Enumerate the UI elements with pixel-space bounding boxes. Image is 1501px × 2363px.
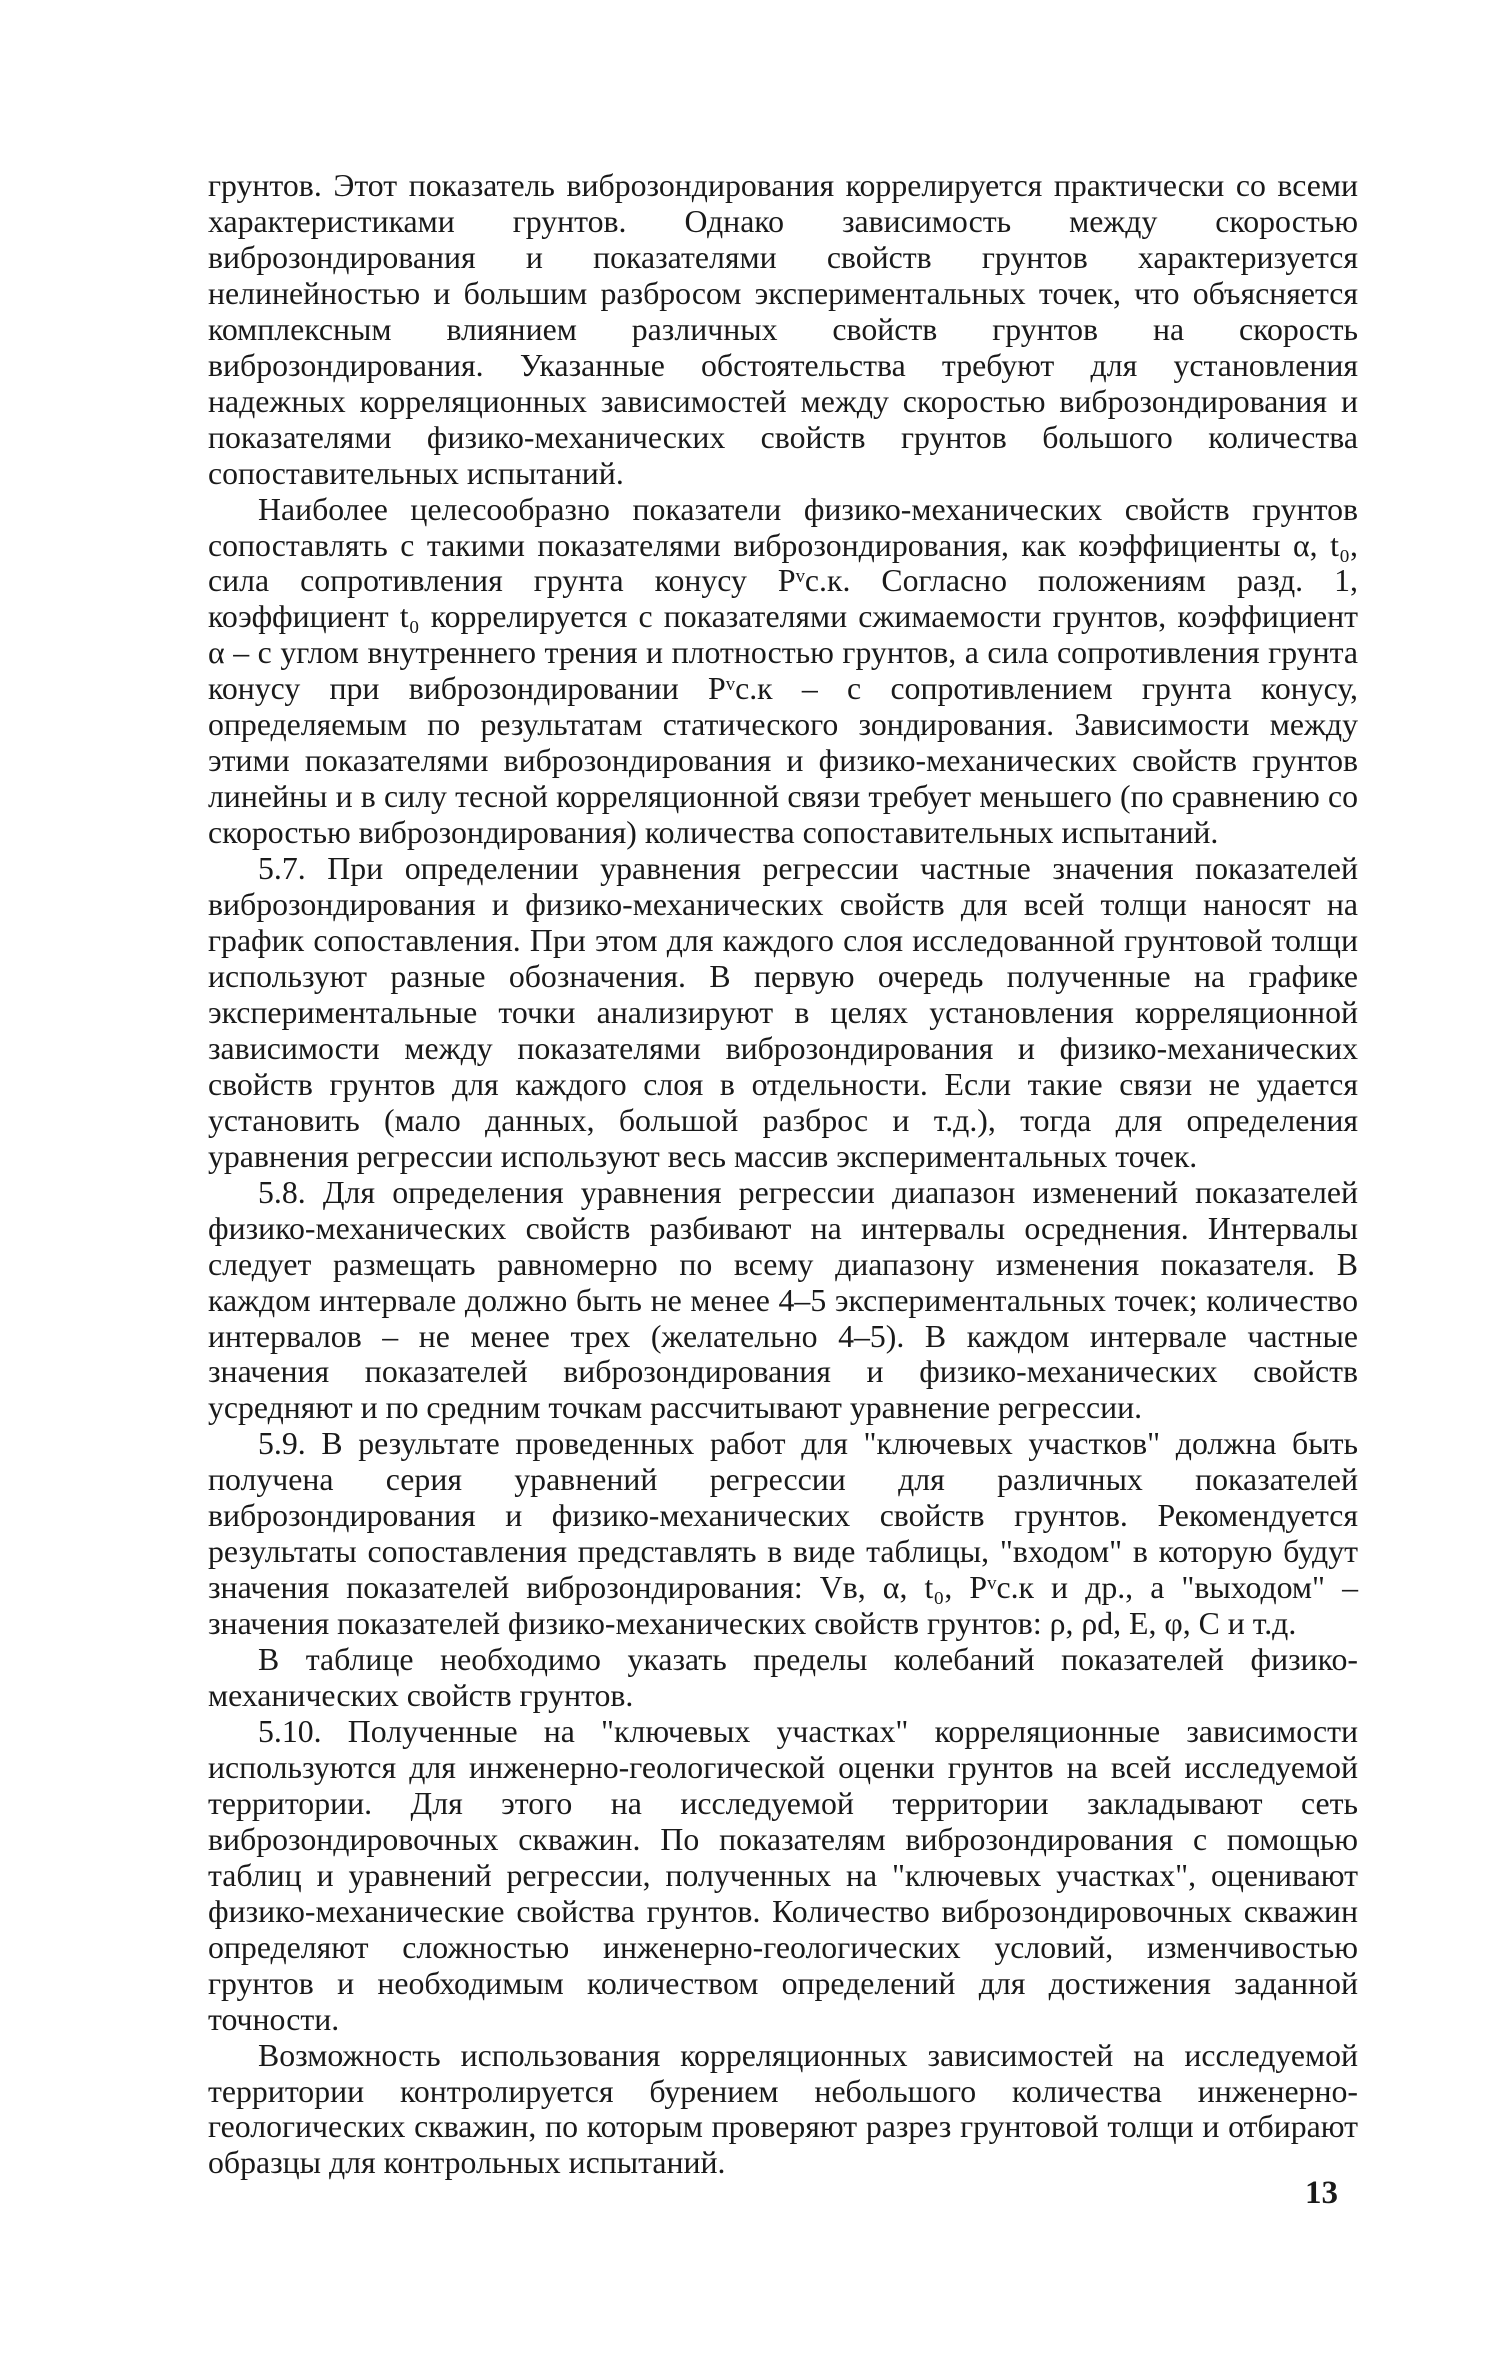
paragraph-control: Возможность использования корреляционных зависимостей на исследуемой территории контролируется бурением небольшого количества инженерно-геологических скважин, по которым проверяют разрез грунтовой толщи и отбирают образцы для контрольных испытаний.: [208, 2037, 1358, 2181]
page-number: 13: [1305, 2175, 1338, 2211]
paragraph-5-8: 5.8. Для определения уравнения регрессии диапазон изменений показателей физико-механических свойств разбивают на интервалы осреднения. Интервалы следует размещать равномерно по всему диапазону изменения показателя. В каждом интервале должно быть не менее 4–5 экспериментальных точек; количество интервалов – не менее трех (желательно 4–5). В каждом интервале частные значения показателей виброзондирования и физико-механических свойств усредняют и по средним точкам рассчитывают уравнение регрессии.: [208, 1174, 1358, 1426]
paragraph-indicators: Наиболее целесообразно показатели физико-механических свойств грунтов сопоставлять с такими показателями виброзондирования, как коэффициенты α, t₀, сила сопротивления грунта конусу Pᵛс.к. Согласно положениям разд. 1, коэффициент t₀ коррелируется с показателями сжимаемости грунтов, коэффициент α – с углом внутреннего трения и плотностью грунтов, а сила сопротивления грунта конусу при виброзондировании Pᵛс.к – с сопротивлением грунта конусу, определяемым по результатам статического зондирования. Зависимости между этими показателями виброзондирования и физико-механических свойств грунтов линейны и в силу тесной корреляционной связи требует меньшего (по сравнению со скоростью виброзондирования) количества сопоставительных испытаний.: [208, 491, 1358, 851]
paragraph-5-10: 5.10. Полученные на "ключевых участках" корреляционные зависимости используются для инженерно-геологической оценки грунтов на всей исследуемой территории. Для этого на исследуемой территории закладывают сеть виброзондировочных скважин. По показателям виброзондирования с помощью таблиц и уравнений регрессии, полученных на "ключевых участках", оценивают физико-механические свойства грунтов. Количество виброзондировочных скважин определяют сложностью инженерно-геологических условий, изменчивостью грунтов и необходимым количеством определений для достижения заданной точности.: [208, 1713, 1358, 2037]
page-body: [208, 168, 1358, 2181]
paragraph-continuation: грунтов. Этот показатель виброзондирования коррелируется практически со всеми характеристиками грунтов. Однако зависимость между скоростью виброзондирования и показателями свойств грунтов характеризуется нелинейностью и большим разбросом экспериментальных точек, что объясняется комплексным влиянием различных свойств грунтов на скорость виброзондирования. Указанные обстоятельства требуют для установления надежных корреляционных зависимостей между скоростью виброзондирования и показателями физико-механических свойств грунтов большого количества сопоставительных испытаний.: [208, 168, 1358, 491]
paragraph-5-9: 5.9. В результате проведенных работ для "ключевых участков" должна быть получена серия уравнений регрессии для различных показателей виброзондирования и физико-механических свойств грунтов. Рекомендуется результаты сопоставления представлять в виде таблицы, "входом" в которую будут значения показателей виброзондирования: Vв, α, t₀, Pᵛс.к и др., а "выходом" – значения показателей физико-механических свойств грунтов: ρ, ρd, E, φ, C и т.д.: [208, 1426, 1358, 1642]
paragraph-5-7: 5.7. При определении уравнения регрессии частные значения показателей виброзондирования и физико-механических свойств для всей толщи наносят на график сопоставления. При этом для каждого слоя исследованной грунтовой толщи используют разные обозначения. В первую очередь полученные на графике экспериментальные точки анализируют в целях установления корреляционной зависимости между показателями виброзондирования и физико-механических свойств грунтов для каждого слоя в отдельности. Если такие связи не удается установить (мало данных, большой разброс и т.д.), тогда для определения уравнения регрессии используют весь массив экспериментальных точек.: [208, 851, 1358, 1174]
paragraph-table-note: В таблице необходимо указать пределы колебаний показателей физико-механических свойств грунтов.: [208, 1642, 1358, 1714]
